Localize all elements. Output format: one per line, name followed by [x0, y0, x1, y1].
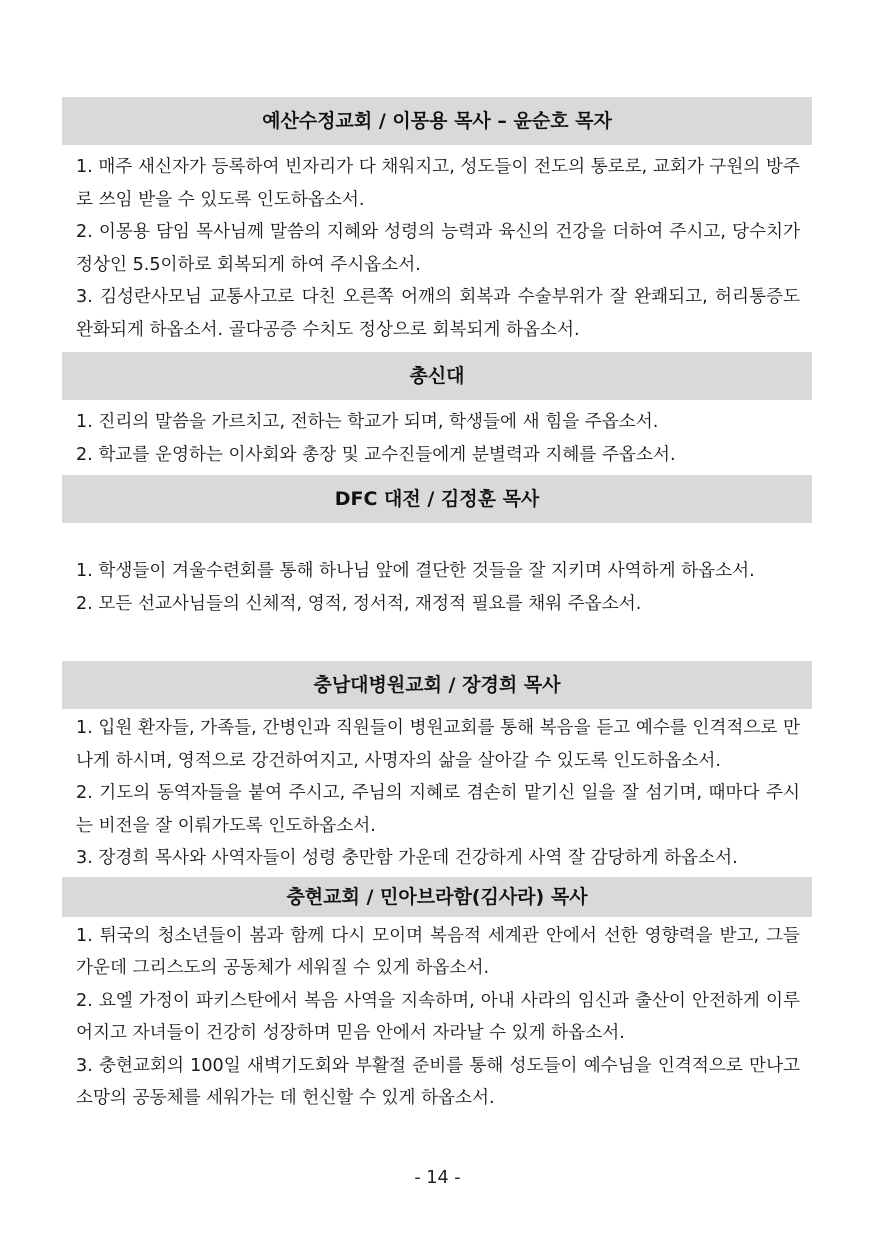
prayer-item: 1. 입원 환자들, 가족들, 간병인과 직원들이 병원교회를 통해 복음을 듣고 예수를 인격적으로 만나게 하시며, 영적으로 강건하여지고, 사명자의 삶을 살아갈 수 있도록 인도하옵소서.: [76, 718, 800, 771]
prayer-item: 3. 김성란사모님 교통사고로 다친 오른쪽 어깨의 회복과 수술부위가 잘 완쾌되고, 허리통증도 완화되게 하옵소서. 골다공증 수치도 정상으로 회복되게 하옵소서.: [76, 287, 800, 340]
page-number: - 14 -: [414, 1168, 461, 1188]
section-items: [62, 917, 812, 1115]
prayer-item: 2. 모든 선교사님들의 신체적, 영적, 정서적, 재정적 필요를 채워 주옵소서.: [76, 593, 642, 614]
section-dfc: [62, 475, 812, 651]
prayer-item: 3. 충현교회의 100일 새벽기도회와 부활절 준비를 통해 성도들이 예수님을 인격적으로 만나고 소망의 공동체를 세워가는 데 헌신할 수 있게 하옵소서.: [76, 1055, 800, 1108]
section-title: DFC 대전 / 김정훈 목사: [62, 475, 812, 523]
prayer-item: 2. 이몽용 담임 목사님께 말씀의 지혜와 성령의 능력과 육신의 건강을 더하여 주시고, 당수치가 정상인 5.5이하로 회복되게 하여 주시옵소서.: [76, 222, 800, 275]
section-title: 예산수정교회 / 이몽용 목사 – 윤순호 목자: [62, 97, 812, 145]
section-title: 충현교회 / 민아브라함(김사라) 목사: [62, 877, 812, 917]
section-items: [62, 145, 812, 346]
section-items: [62, 709, 812, 875]
prayer-item: 1. 학생들이 겨울수련회를 통해 하나님 앞에 결단한 것들을 잘 지키며 사역하게 하옵소서.: [76, 561, 755, 581]
section-cnuh: [62, 661, 812, 875]
section-yesan: [62, 97, 812, 346]
prayer-list: [62, 97, 812, 1115]
prayer-item: 2. 학교를 운영하는 이사회와 총장 및 교수진들에게 분별력과 지혜를 주옵소서.: [76, 444, 676, 465]
section-title: 충남대병원교회 / 장경희 목사: [62, 661, 812, 709]
prayer-item: 2. 요엘 가정이 파키스탄에서 복음 사역을 지속하며, 아내 사라의 임신과 출산이 안전하게 이루어지고 자녀들이 건강히 성장하며 믿음 안에서 자라날 수 있게 하옵소서.: [76, 990, 800, 1043]
section-title: 총신대: [62, 352, 812, 400]
section-chongshin: [62, 352, 812, 471]
section-chunghyun: [62, 877, 812, 1115]
prayer-item: 1. 튀국의 청소년들이 봄과 함께 다시 모이며 복음적 세계관 안에서 선한 영향력을 받고, 그들 가운데 그리스도의 공동체가 세워질 수 있게 하옵소서.: [76, 925, 800, 978]
prayer-item: 1. 진리의 말씀을 가르치고, 전하는 학교가 되며, 학생들에 새 힘을 주옵소서.: [76, 412, 659, 432]
section-items: [62, 523, 812, 651]
section-items: [62, 400, 812, 471]
prayer-item: 2. 기도의 동역자들을 붙여 주시고, 주님의 지혜로 겸손히 맡기신 일을 잘 섬기며, 때마다 주시는 비전을 잘 이뤄가도록 인도하옵소서.: [76, 783, 800, 836]
prayer-item: 3. 장경희 목사와 사역자들이 성령 충만함 가운데 건강하게 사역 잘 감당하게 하옵소서.: [76, 848, 738, 868]
prayer-item: 1. 매주 새신자가 등록하여 빈자리가 다 채워지고, 성도들이 전도의 통로로, 교회가 구원의 방주로 쓰임 받을 수 있도록 인도하옵소서.: [76, 157, 800, 210]
